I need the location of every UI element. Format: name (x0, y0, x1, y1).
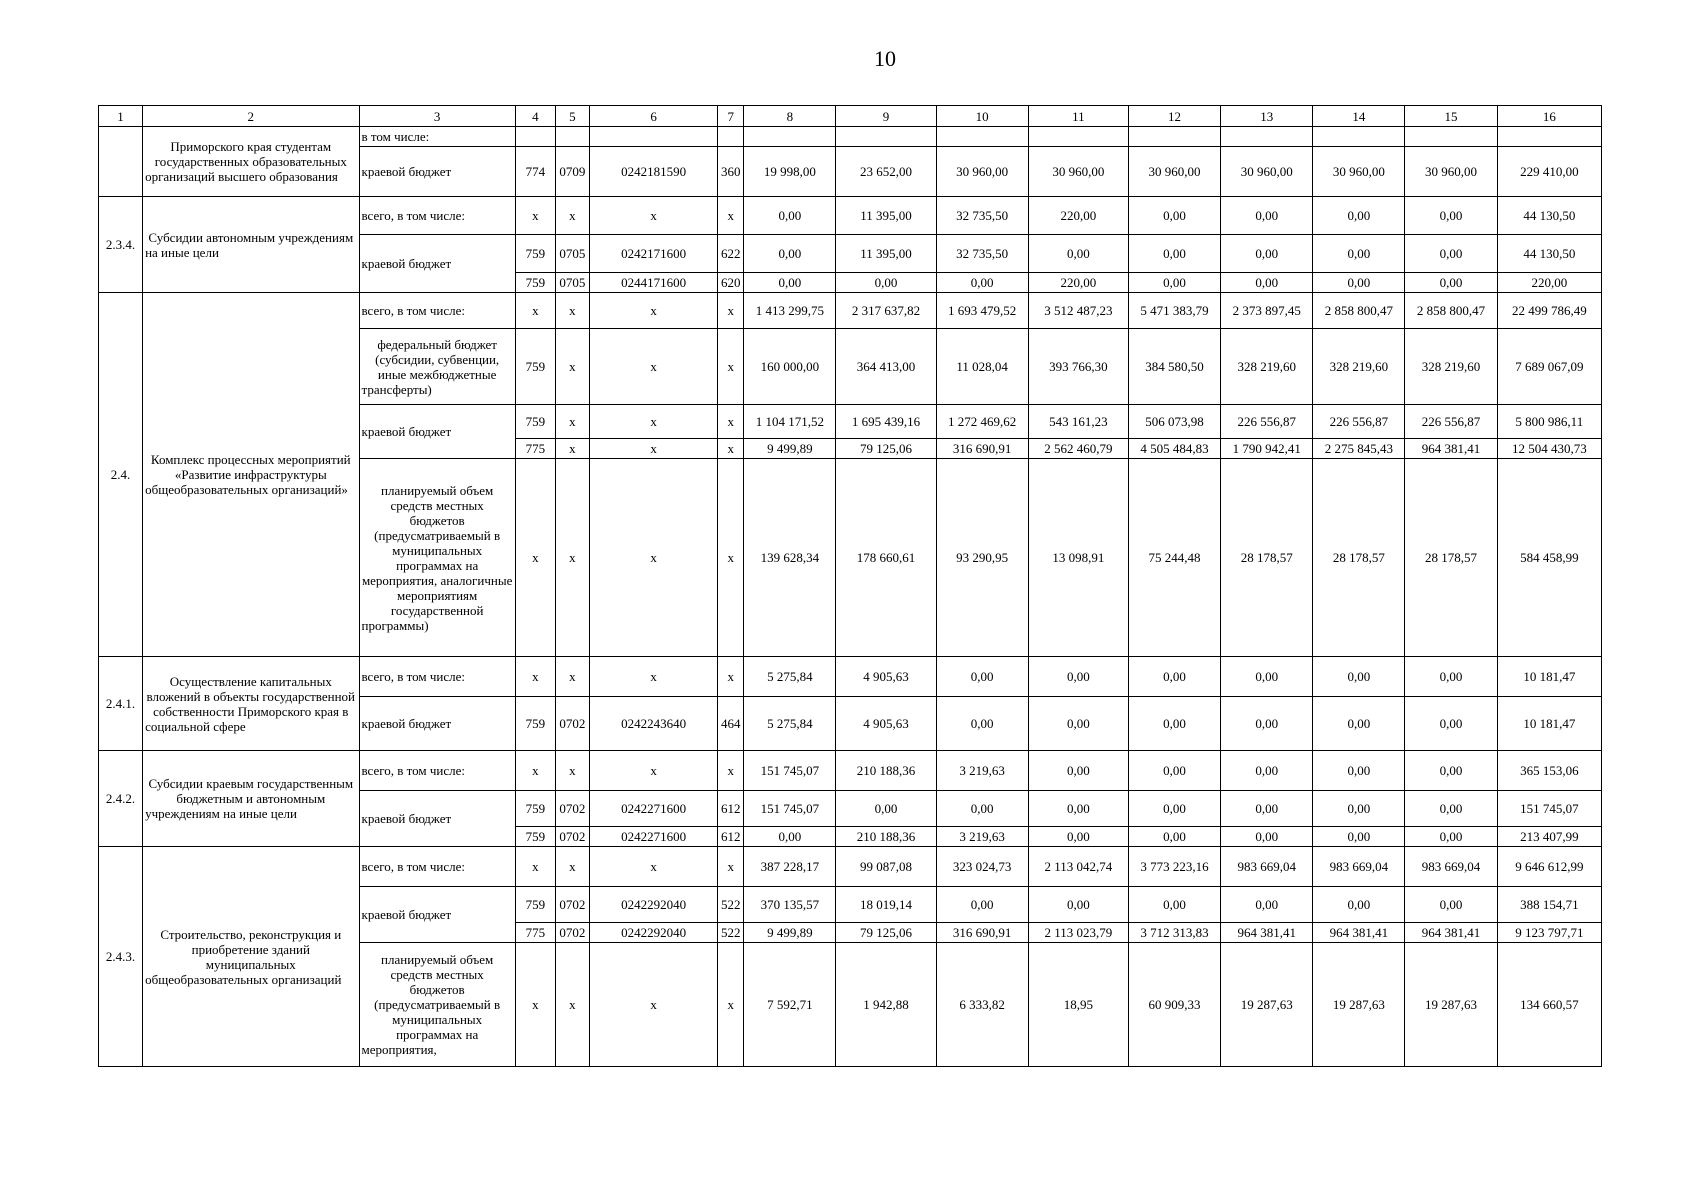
value-cell: 0242171600 (589, 235, 717, 273)
value-cell: 759 (515, 235, 555, 273)
value-cell: 323 024,73 (936, 847, 1028, 887)
value-cell: x (555, 657, 589, 697)
value-cell: 1 413 299,75 (744, 293, 836, 329)
value-cell: 19 287,63 (1221, 943, 1313, 1067)
funding-source: всего, в том числе: (359, 751, 515, 791)
row-name: Строительство, реконструкция и приобретение зданий муниципальных общеобразовательных организаций (143, 847, 359, 1067)
value-cell: 19 287,63 (1313, 943, 1405, 1067)
value-cell: 364 413,00 (836, 329, 936, 405)
header-cell: 11 (1028, 106, 1128, 127)
header-cell: 13 (1221, 106, 1313, 127)
value-cell: 3 512 487,23 (1028, 293, 1128, 329)
funding-source: всего, в том числе: (359, 847, 515, 887)
value-cell: 226 556,87 (1221, 405, 1313, 439)
value-cell: 0,00 (1028, 657, 1128, 697)
header-cell: 8 (744, 106, 836, 127)
value-cell: x (555, 197, 589, 235)
row-name: Приморского края студентам государственных образовательных организаций высшего образования (143, 127, 359, 197)
value-cell: 213 407,99 (1497, 827, 1601, 847)
funding-source: краевой бюджет (359, 405, 515, 459)
value-cell: x (515, 847, 555, 887)
value-cell: 0702 (555, 923, 589, 943)
value-cell: 0,00 (744, 273, 836, 293)
header-cell: 7 (718, 106, 744, 127)
value-cell: 134 660,57 (1497, 943, 1601, 1067)
table-row (99, 657, 1602, 697)
value-cell: 0,00 (1405, 235, 1497, 273)
value-cell: 365 153,06 (1497, 751, 1601, 791)
value-cell: 79 125,06 (836, 923, 936, 943)
value-cell: 7 592,71 (744, 943, 836, 1067)
value-cell: 0702 (555, 697, 589, 751)
value-cell: 0242292040 (589, 887, 717, 923)
value-cell: 5 471 383,79 (1128, 293, 1220, 329)
header-row (99, 106, 1602, 127)
value-cell: 13 098,91 (1028, 459, 1128, 657)
value-cell: 387 228,17 (744, 847, 836, 887)
row-index: 2.4. (99, 293, 143, 657)
value-cell: x (589, 657, 717, 697)
value-cell: 522 (718, 887, 744, 923)
value-cell: 0,00 (744, 827, 836, 847)
value-cell (589, 127, 717, 147)
value-cell: 0,00 (1221, 827, 1313, 847)
row-index: 2.4.3. (99, 847, 143, 1067)
value-cell: 11 395,00 (836, 235, 936, 273)
value-cell: x (718, 197, 744, 235)
value-cell: 612 (718, 791, 744, 827)
funding-source: краевой бюджет (359, 791, 515, 847)
value-cell: 9 123 797,71 (1497, 923, 1601, 943)
value-cell: 4 905,63 (836, 657, 936, 697)
row-index: 2.3.4. (99, 197, 143, 293)
value-cell: 1 104 171,52 (744, 405, 836, 439)
header-cell: 1 (99, 106, 143, 127)
value-cell: 759 (515, 329, 555, 405)
value-cell: 506 073,98 (1128, 405, 1220, 439)
funding-source: краевой бюджет (359, 147, 515, 197)
value-cell: 0,00 (1405, 697, 1497, 751)
budget-table (98, 105, 1602, 1067)
value-cell: 0,00 (1313, 887, 1405, 923)
value-cell: 5 275,84 (744, 657, 836, 697)
funding-source: планируемый объем средств местных бюджетов (предусматриваемый в муниципальных программах на мероприятия, аналогичные мероприятиям государственной программы) (359, 459, 515, 657)
value-cell: 543 161,23 (1028, 405, 1128, 439)
value-cell: 5 800 986,11 (1497, 405, 1601, 439)
value-cell: 620 (718, 273, 744, 293)
value-cell: 210 188,36 (836, 751, 936, 791)
value-cell: x (718, 459, 744, 657)
value-cell: 759 (515, 405, 555, 439)
value-cell: 1 695 439,16 (836, 405, 936, 439)
value-cell: 0,00 (1028, 887, 1128, 923)
value-cell: x (515, 751, 555, 791)
value-cell: x (555, 943, 589, 1067)
value-cell: 0,00 (936, 791, 1028, 827)
value-cell: 5 275,84 (744, 697, 836, 751)
value-cell: 0,00 (836, 273, 936, 293)
value-cell: 1 790 942,41 (1221, 439, 1313, 459)
value-cell: 0242181590 (589, 147, 717, 197)
value-cell: 0,00 (1128, 273, 1220, 293)
value-cell: 0,00 (1221, 751, 1313, 791)
value-cell: x (555, 405, 589, 439)
value-cell: x (555, 751, 589, 791)
funding-source: всего, в том числе: (359, 293, 515, 329)
value-cell: 75 244,48 (1128, 459, 1220, 657)
value-cell: x (515, 657, 555, 697)
value-cell: 388 154,71 (1497, 887, 1601, 923)
header-cell: 16 (1497, 106, 1601, 127)
value-cell: 79 125,06 (836, 439, 936, 459)
value-cell: 0,00 (1128, 791, 1220, 827)
value-cell: 226 556,87 (1405, 405, 1497, 439)
value-cell: x (718, 329, 744, 405)
value-cell: 0,00 (1313, 791, 1405, 827)
table-row (99, 127, 1602, 147)
value-cell: 0,00 (1405, 197, 1497, 235)
value-cell: 2 858 800,47 (1405, 293, 1497, 329)
value-cell: 6 333,82 (936, 943, 1028, 1067)
value-cell: 0,00 (1128, 197, 1220, 235)
value-cell: 226 556,87 (1313, 405, 1405, 439)
value-cell (1128, 127, 1220, 147)
value-cell: 0,00 (1028, 751, 1128, 791)
value-cell: 759 (515, 791, 555, 827)
value-cell: x (589, 943, 717, 1067)
header-cell: 10 (936, 106, 1028, 127)
value-cell (718, 127, 744, 147)
value-cell: x (555, 847, 589, 887)
value-cell: 964 381,41 (1221, 923, 1313, 943)
value-cell: 0,00 (1313, 751, 1405, 791)
value-cell: 18,95 (1028, 943, 1128, 1067)
value-cell: 584 458,99 (1497, 459, 1601, 657)
value-cell: 1 693 479,52 (936, 293, 1028, 329)
value-cell: 9 499,89 (744, 439, 836, 459)
value-cell: 0,00 (1313, 197, 1405, 235)
value-cell: x (589, 293, 717, 329)
value-cell: 0242271600 (589, 791, 717, 827)
value-cell: 3 219,63 (936, 751, 1028, 791)
value-cell: 0,00 (1128, 697, 1220, 751)
value-cell (936, 127, 1028, 147)
value-cell: 0,00 (1128, 657, 1220, 697)
value-cell: 0,00 (1221, 197, 1313, 235)
value-cell: x (589, 197, 717, 235)
value-cell: 774 (515, 147, 555, 197)
value-cell: 0244171600 (589, 273, 717, 293)
value-cell: 0,00 (936, 273, 1028, 293)
value-cell: 0,00 (936, 657, 1028, 697)
row-name: Субсидии автономным учреждениям на иные цели (143, 197, 359, 293)
value-cell: 30 960,00 (1128, 147, 1220, 197)
value-cell: 9 499,89 (744, 923, 836, 943)
value-cell: 1 942,88 (836, 943, 936, 1067)
value-cell: 328 219,60 (1221, 329, 1313, 405)
value-cell (1313, 127, 1405, 147)
row-name: Осуществление капитальных вложений в объекты государственной собственности Приморского края в социальной сфере (143, 657, 359, 751)
value-cell: 3 712 313,83 (1128, 923, 1220, 943)
value-cell: 0,00 (1128, 827, 1220, 847)
value-cell: x (718, 657, 744, 697)
value-cell: x (718, 847, 744, 887)
value-cell: 0242271600 (589, 827, 717, 847)
value-cell: 44 130,50 (1497, 235, 1601, 273)
table-row (99, 751, 1602, 791)
header-cell: 15 (1405, 106, 1497, 127)
value-cell: 220,00 (1028, 197, 1128, 235)
value-cell: 11 395,00 (836, 197, 936, 235)
value-cell: 964 381,41 (1405, 439, 1497, 459)
value-cell: 0,00 (1221, 657, 1313, 697)
header-cell: 9 (836, 106, 936, 127)
value-cell: 1 272 469,62 (936, 405, 1028, 439)
value-cell: 151 745,07 (744, 751, 836, 791)
value-cell: 19 998,00 (744, 147, 836, 197)
value-cell: 0,00 (1128, 887, 1220, 923)
value-cell: 30 960,00 (936, 147, 1028, 197)
value-cell: x (589, 847, 717, 887)
value-cell: 964 381,41 (1405, 923, 1497, 943)
value-cell: 0,00 (1221, 697, 1313, 751)
value-cell: 151 745,07 (1497, 791, 1601, 827)
header-cell: 12 (1128, 106, 1220, 127)
value-cell: 178 660,61 (836, 459, 936, 657)
value-cell: 0,00 (1128, 235, 1220, 273)
value-cell: 2 113 042,74 (1028, 847, 1128, 887)
value-cell: 32 735,50 (936, 197, 1028, 235)
value-cell: 12 504 430,73 (1497, 439, 1601, 459)
value-cell: 30 960,00 (1028, 147, 1128, 197)
value-cell: 0,00 (1221, 235, 1313, 273)
value-cell: 0702 (555, 791, 589, 827)
value-cell: x (515, 197, 555, 235)
value-cell: 370 135,57 (744, 887, 836, 923)
value-cell: 0,00 (1313, 273, 1405, 293)
value-cell: 0,00 (1221, 791, 1313, 827)
funding-source: краевой бюджет (359, 697, 515, 751)
value-cell: 18 019,14 (836, 887, 936, 923)
value-cell: x (515, 459, 555, 657)
value-cell: 360 (718, 147, 744, 197)
value-cell: x (718, 439, 744, 459)
value-cell: 0705 (555, 235, 589, 273)
value-cell (515, 127, 555, 147)
value-cell: 2 275 845,43 (1313, 439, 1405, 459)
value-cell: 328 219,60 (1405, 329, 1497, 405)
value-cell: x (555, 459, 589, 657)
value-cell: 0,00 (744, 235, 836, 273)
value-cell: 2 562 460,79 (1028, 439, 1128, 459)
value-cell: 759 (515, 827, 555, 847)
value-cell: 44 130,50 (1497, 197, 1601, 235)
value-cell: 0,00 (1313, 697, 1405, 751)
value-cell: 0,00 (1028, 791, 1128, 827)
value-cell: 93 290,95 (936, 459, 1028, 657)
value-cell: 23 652,00 (836, 147, 936, 197)
value-cell: 0,00 (1028, 235, 1128, 273)
value-cell: x (589, 405, 717, 439)
value-cell: 0,00 (1405, 751, 1497, 791)
value-cell: 0,00 (1313, 235, 1405, 273)
header-cell: 14 (1313, 106, 1405, 127)
row-name: Комплекс процессных мероприятий «Развитие инфраструктуры общеобразовательных организаций» (143, 293, 359, 657)
value-cell: 28 178,57 (1313, 459, 1405, 657)
value-cell: 3 219,63 (936, 827, 1028, 847)
table-row (99, 197, 1602, 235)
value-cell: 28 178,57 (1221, 459, 1313, 657)
value-cell: 30 960,00 (1313, 147, 1405, 197)
value-cell: x (718, 751, 744, 791)
header-cell: 6 (589, 106, 717, 127)
value-cell: 2 858 800,47 (1313, 293, 1405, 329)
value-cell: 0242243640 (589, 697, 717, 751)
value-cell (1497, 127, 1601, 147)
value-cell: 0,00 (936, 697, 1028, 751)
value-cell: 0242292040 (589, 923, 717, 943)
value-cell: x (555, 293, 589, 329)
value-cell: x (555, 329, 589, 405)
value-cell: 0,00 (1405, 657, 1497, 697)
value-cell (744, 127, 836, 147)
value-cell: 464 (718, 697, 744, 751)
value-cell: 220,00 (1497, 273, 1601, 293)
value-cell: x (589, 439, 717, 459)
value-cell: 0,00 (1128, 751, 1220, 791)
value-cell: 30 960,00 (1405, 147, 1497, 197)
value-cell: 0,00 (1405, 887, 1497, 923)
value-cell (1405, 127, 1497, 147)
row-index (99, 127, 143, 197)
funding-source: краевой бюджет (359, 235, 515, 293)
value-cell (1221, 127, 1313, 147)
value-cell: 2 373 897,45 (1221, 293, 1313, 329)
value-cell: 759 (515, 887, 555, 923)
value-cell: 4 905,63 (836, 697, 936, 751)
value-cell: 393 766,30 (1028, 329, 1128, 405)
funding-source: в том числе: (359, 127, 515, 147)
value-cell: 983 669,04 (1405, 847, 1497, 887)
value-cell: 139 628,34 (744, 459, 836, 657)
value-cell: 19 287,63 (1405, 943, 1497, 1067)
value-cell: 210 188,36 (836, 827, 936, 847)
value-cell: 759 (515, 697, 555, 751)
value-cell: 0,00 (936, 887, 1028, 923)
value-cell: 522 (718, 923, 744, 943)
value-cell: 151 745,07 (744, 791, 836, 827)
value-cell: 0709 (555, 147, 589, 197)
header-cell: 4 (515, 106, 555, 127)
value-cell: x (589, 329, 717, 405)
value-cell: 983 669,04 (1221, 847, 1313, 887)
value-cell: 0,00 (1221, 273, 1313, 293)
value-cell: x (718, 405, 744, 439)
page-number: 10 (874, 46, 896, 71)
row-name: Субсидии краевым государственным бюджетным и автономным учреждениям на иные цели (143, 751, 359, 847)
value-cell: x (555, 439, 589, 459)
value-cell: 22 499 786,49 (1497, 293, 1601, 329)
value-cell: 316 690,91 (936, 439, 1028, 459)
value-cell: 28 178,57 (1405, 459, 1497, 657)
value-cell: 0,00 (744, 197, 836, 235)
value-cell: x (589, 751, 717, 791)
funding-source: всего, в том числе: (359, 197, 515, 235)
value-cell: 983 669,04 (1313, 847, 1405, 887)
value-cell: 3 773 223,16 (1128, 847, 1220, 887)
value-cell: 7 689 067,09 (1497, 329, 1601, 405)
value-cell: 0702 (555, 887, 589, 923)
value-cell: 10 181,47 (1497, 697, 1601, 751)
value-cell: 0,00 (836, 791, 936, 827)
value-cell: 11 028,04 (936, 329, 1028, 405)
value-cell: 612 (718, 827, 744, 847)
value-cell: 30 960,00 (1221, 147, 1313, 197)
value-cell: 4 505 484,83 (1128, 439, 1220, 459)
value-cell: x (718, 293, 744, 329)
value-cell: 160 000,00 (744, 329, 836, 405)
value-cell: 964 381,41 (1313, 923, 1405, 943)
value-cell (555, 127, 589, 147)
row-index: 2.4.1. (99, 657, 143, 751)
header-cell: 2 (143, 106, 359, 127)
value-cell: 0,00 (1405, 791, 1497, 827)
value-cell: 2 317 637,82 (836, 293, 936, 329)
value-cell: x (515, 943, 555, 1067)
value-cell: 220,00 (1028, 273, 1128, 293)
value-cell: 0702 (555, 827, 589, 847)
value-cell: 0,00 (1313, 827, 1405, 847)
table-row (99, 847, 1602, 887)
value-cell: 775 (515, 923, 555, 943)
value-cell: x (515, 293, 555, 329)
value-cell: 0,00 (1028, 697, 1128, 751)
value-cell: 229 410,00 (1497, 147, 1601, 197)
value-cell: 0705 (555, 273, 589, 293)
funding-source: федеральный бюджет (субсидии, субвенции, иные межбюджетные трансферты) (359, 329, 515, 405)
value-cell: 60 909,33 (1128, 943, 1220, 1067)
value-cell: 384 580,50 (1128, 329, 1220, 405)
value-cell: 622 (718, 235, 744, 273)
value-cell: 0,00 (1313, 657, 1405, 697)
value-cell: 2 113 023,79 (1028, 923, 1128, 943)
funding-source: всего, в том числе: (359, 657, 515, 697)
header-cell: 5 (555, 106, 589, 127)
value-cell: x (589, 459, 717, 657)
value-cell: 99 087,08 (836, 847, 936, 887)
table-row (99, 293, 1602, 329)
row-index: 2.4.2. (99, 751, 143, 847)
value-cell: x (718, 943, 744, 1067)
value-cell (836, 127, 936, 147)
header-cell: 3 (359, 106, 515, 127)
value-cell: 32 735,50 (936, 235, 1028, 273)
value-cell: 316 690,91 (936, 923, 1028, 943)
value-cell: 328 219,60 (1313, 329, 1405, 405)
value-cell: 0,00 (1221, 887, 1313, 923)
value-cell: 9 646 612,99 (1497, 847, 1601, 887)
value-cell: 10 181,47 (1497, 657, 1601, 697)
value-cell: 0,00 (1405, 827, 1497, 847)
value-cell: 759 (515, 273, 555, 293)
funding-source: краевой бюджет (359, 887, 515, 943)
value-cell: 775 (515, 439, 555, 459)
value-cell (1028, 127, 1128, 147)
value-cell: 0,00 (1405, 273, 1497, 293)
funding-source: планируемый объем средств местных бюджетов (предусматриваемый в муниципальных программах на мероприятия, (359, 943, 515, 1067)
value-cell: 0,00 (1028, 827, 1128, 847)
